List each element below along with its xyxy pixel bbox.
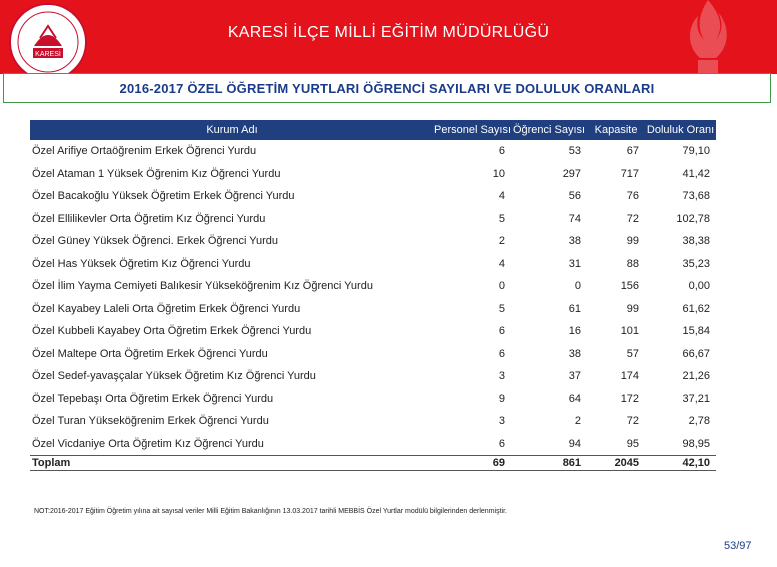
cell-doluluk: 102,78 bbox=[676, 212, 711, 225]
table-row bbox=[30, 298, 716, 321]
cell-kurum-adi: Özel İlim Yayma Cemiyeti Balıkesir Yükseköğrenim Kız Öğrenci Yurdu bbox=[32, 280, 373, 293]
header-doluluk-orani: Doluluk Oranı bbox=[645, 120, 716, 140]
cell-doluluk: 2,78 bbox=[688, 415, 711, 428]
cell-ogrenci: 53 bbox=[568, 145, 582, 158]
cell-ogrenci: 61 bbox=[568, 302, 582, 315]
cell-kurum-adi: Özel Bacakoğlu Yüksek Öğretim Erkek Öğrenci Yurdu bbox=[32, 190, 295, 203]
cell-kapasite: 95 bbox=[626, 437, 640, 450]
table-row bbox=[30, 253, 716, 276]
header-ogrenci-sayisi: Öğrenci Sayısı bbox=[511, 120, 587, 140]
total-kapasite: 2045 bbox=[587, 456, 645, 471]
cell-personel: 6 bbox=[498, 437, 506, 450]
total-ogrenci: 861 bbox=[511, 456, 587, 471]
cell-kurum-adi: Özel Maltepe Orta Öğretim Erkek Öğrenci Yurdu bbox=[32, 347, 268, 360]
cell-personel: 0 bbox=[498, 280, 506, 293]
cell-personel: 5 bbox=[498, 212, 506, 225]
cell-kapasite: 174 bbox=[620, 370, 640, 383]
cell-kapasite: 101 bbox=[620, 325, 640, 338]
cell-doluluk: 98,95 bbox=[682, 437, 711, 450]
cell-kurum-adi: Özel Ellilikevler Orta Öğretim Kız Öğrenci Yurdu bbox=[32, 212, 266, 225]
logo-text: KARESİ bbox=[35, 51, 61, 58]
total-label: Toplam bbox=[30, 456, 434, 471]
cell-kapasite: 88 bbox=[626, 257, 640, 270]
cell-doluluk: 37,21 bbox=[682, 392, 711, 405]
cell-kapasite: 717 bbox=[620, 167, 640, 180]
cell-personel: 9 bbox=[498, 392, 506, 405]
cell-personel: 2 bbox=[498, 235, 506, 248]
cell-kurum-adi: Özel Turan Yükseköğrenim Erkek Öğrenci Yurdu bbox=[32, 415, 269, 428]
cell-ogrenci: 2 bbox=[574, 415, 582, 428]
cell-kurum-adi: Özel Sedef-yavaşçalar Yüksek Öğretim Kız Öğrenci Yurdu bbox=[32, 370, 316, 383]
cell-ogrenci: 31 bbox=[568, 257, 582, 270]
header-personel-sayisi: Personel Sayısı bbox=[434, 120, 511, 140]
table-row bbox=[30, 343, 716, 366]
table-row bbox=[30, 320, 716, 343]
table-row bbox=[30, 388, 716, 411]
cell-doluluk: 15,84 bbox=[682, 325, 711, 338]
table-row bbox=[30, 410, 716, 433]
cell-kurum-adi: Özel Has Yüksek Öğretim Kız Öğrenci Yurdu bbox=[32, 257, 251, 270]
cell-kurum-adi: Özel Tepebaşı Orta Öğretim Erkek Öğrenci Yurdu bbox=[32, 392, 274, 405]
table-row bbox=[30, 185, 716, 208]
cell-kapasite: 99 bbox=[626, 235, 640, 248]
page-title: KARESİ İLÇE MİLLİ EĞİTİM MÜDÜRLÜĞÜ bbox=[227, 24, 550, 41]
table-row bbox=[30, 275, 716, 298]
cell-kurum-adi: Özel Arifiye Ortaöğrenim Erkek Öğrenci Yurdu bbox=[32, 145, 257, 158]
cell-doluluk: 35,23 bbox=[682, 257, 711, 270]
cell-personel: 3 bbox=[498, 370, 506, 383]
cell-ogrenci: 37 bbox=[568, 370, 582, 383]
header-kurum-adi: Kurum Adı bbox=[30, 120, 434, 140]
cell-doluluk: 61,62 bbox=[682, 302, 711, 315]
cell-doluluk: 0,00 bbox=[688, 280, 711, 293]
cell-doluluk: 66,67 bbox=[682, 347, 711, 360]
table-row bbox=[30, 365, 716, 388]
cell-personel: 10 bbox=[492, 167, 506, 180]
footnote: NOT:2016-2017 Eğitim Öğretim yılına ait sayısal veriler Milli Eğitim Bakanlığının 13.03.2017 tarihli MEBBİS Özel Yurtlar modülü bilgilerinden derlenmiştir. bbox=[34, 508, 507, 515]
cell-kurum-adi: Özel Güney Yüksek Öğrenci. Erkek Öğrenci Yurdu bbox=[32, 235, 278, 248]
cell-kurum-adi: Özel Vicdaniye Orta Öğretim Kız Öğrenci Yurdu bbox=[32, 437, 264, 450]
cell-ogrenci: 16 bbox=[568, 325, 582, 338]
total-doluluk: 42,10 bbox=[645, 456, 716, 471]
page-number: 53/97 bbox=[724, 540, 752, 552]
cell-ogrenci: 56 bbox=[568, 190, 582, 203]
table-row bbox=[30, 208, 716, 231]
cell-doluluk: 73,68 bbox=[682, 190, 711, 203]
cell-doluluk: 21,26 bbox=[682, 370, 711, 383]
table-title: 2016-2017 ÖZEL ÖĞRETİM YURTLARI ÖĞRENCİ SAYILARI VE DOLULUK ORANLARI bbox=[119, 81, 655, 96]
table-header-row bbox=[30, 120, 716, 140]
cell-kapasite: 99 bbox=[626, 302, 640, 315]
subtitle-box bbox=[3, 73, 771, 103]
cell-ogrenci: 38 bbox=[568, 347, 582, 360]
cell-kurum-adi: Özel Ataman 1 Yüksek Öğrenim Kız Öğrenci Yurdu bbox=[32, 167, 281, 180]
cell-kapasite: 172 bbox=[620, 392, 640, 405]
cell-kurum-adi: Özel Kayabey Laleli Orta Öğretim Erkek Öğrenci Yurdu bbox=[32, 302, 301, 315]
total-personel: 69 bbox=[434, 456, 511, 471]
cell-personel: 4 bbox=[498, 190, 506, 203]
cell-ogrenci: 297 bbox=[562, 167, 582, 180]
cell-kapasite: 156 bbox=[620, 280, 640, 293]
cell-kapasite: 67 bbox=[626, 145, 640, 158]
cell-personel: 6 bbox=[498, 145, 506, 158]
cell-personel: 3 bbox=[498, 415, 506, 428]
dormitory-table bbox=[30, 120, 716, 471]
table-row bbox=[30, 140, 716, 163]
cell-ogrenci: 74 bbox=[568, 212, 582, 225]
table-row bbox=[30, 230, 716, 253]
cell-personel: 6 bbox=[498, 325, 506, 338]
header-kapasite: Kapasite bbox=[587, 120, 645, 140]
cell-personel: 5 bbox=[498, 302, 506, 315]
cell-ogrenci: 0 bbox=[574, 280, 582, 293]
cell-ogrenci: 38 bbox=[568, 235, 582, 248]
cell-personel: 4 bbox=[498, 257, 506, 270]
cell-kapasite: 72 bbox=[626, 212, 640, 225]
cell-personel: 6 bbox=[498, 347, 506, 360]
table-row bbox=[30, 163, 716, 186]
table-row bbox=[30, 433, 716, 456]
cell-kapasite: 57 bbox=[626, 347, 640, 360]
cell-kapasite: 76 bbox=[626, 190, 640, 203]
cell-ogrenci: 94 bbox=[568, 437, 582, 450]
cell-kapasite: 72 bbox=[626, 415, 640, 428]
table-total-row bbox=[30, 456, 716, 471]
cell-doluluk: 41,42 bbox=[682, 167, 711, 180]
header-banner bbox=[0, 0, 777, 74]
cell-doluluk: 79,10 bbox=[682, 145, 711, 158]
cell-doluluk: 38,38 bbox=[682, 235, 711, 248]
cell-ogrenci: 64 bbox=[568, 392, 582, 405]
cell-kurum-adi: Özel Kubbeli Kayabey Orta Öğretim Erkek Öğrenci Yurdu bbox=[32, 325, 312, 338]
